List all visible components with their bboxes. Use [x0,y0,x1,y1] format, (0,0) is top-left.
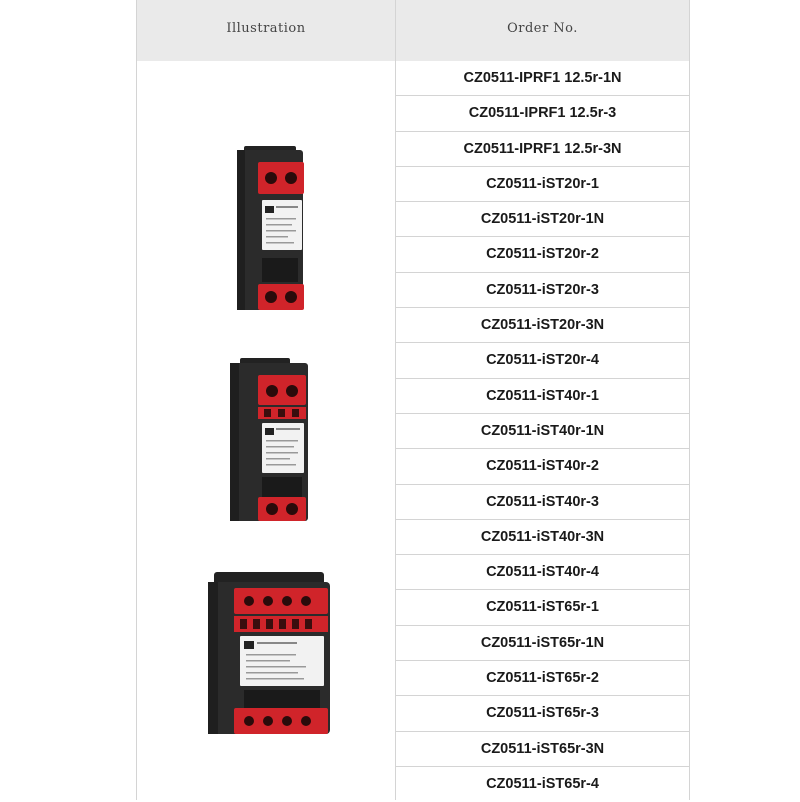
product-image-small [230,140,310,315]
order-column-header: Order No. [507,21,578,36]
illustration-column-header: Illustration [226,21,306,36]
order-row: CZ0511-iST40r-1 [396,379,689,414]
order-row: CZ0511-IPRF1 12.5r-3N [396,132,689,167]
product-image-medium [224,355,316,525]
table-header [137,0,689,61]
order-row: CZ0511-iST20r-1 [396,167,689,202]
order-row: CZ0511-iST65r-4 [486,775,599,792]
order-row: CZ0511-iST65r-3N [396,732,689,767]
order-row: CZ0511-IPRF1 12.5r-3 [396,96,689,131]
order-row: CZ0511-iST65r-3 [396,696,689,731]
order-row: CZ0511-iST40r-1N [396,414,689,449]
order-row: CZ0511-IPRF1 12.5r-1N [396,61,689,96]
order-row: CZ0511-iST20r-3N [396,308,689,343]
order-row: CZ0511-iST40r-4 [396,555,689,590]
order-row: CZ0511-iST65r-1N [396,626,689,661]
order-row: CZ0511-iST65r-1 [396,590,689,625]
order-row: CZ0511-iST20r-1N [396,202,689,237]
order-row: CZ0511-iST65r-2 [396,661,689,696]
product-image-large [204,568,334,738]
order-list [396,61,689,802]
order-row: CZ0511-iST20r-4 [396,343,689,378]
order-row: CZ0511-iST40r-3N [396,520,689,555]
order-row: CZ0511-iST40r-3 [396,485,689,520]
order-row: CZ0511-iST20r-2 [396,237,689,272]
order-row: CZ0511-iST20r-3 [396,273,689,308]
order-row: CZ0511-iST40r-2 [396,449,689,484]
